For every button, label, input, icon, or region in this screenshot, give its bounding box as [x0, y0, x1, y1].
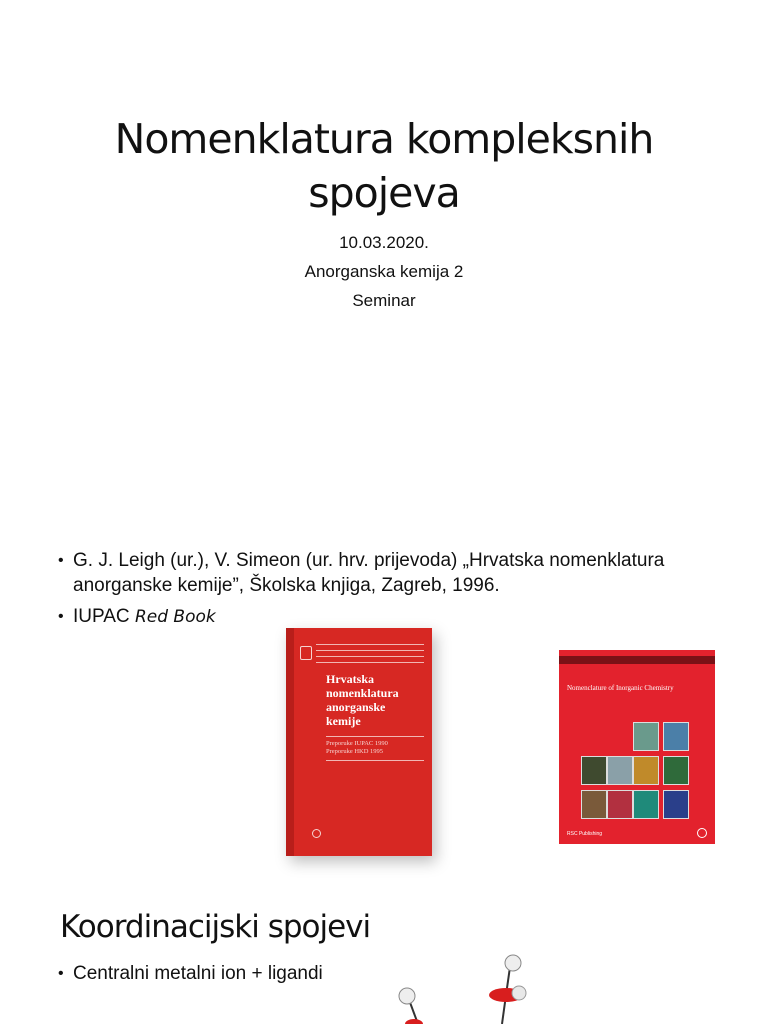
book-cover-croatian-nomenclature — [286, 628, 432, 856]
date-text: 10.03.2020. — [339, 233, 429, 252]
course-text: Anorganska kemija 2 — [304, 262, 464, 281]
cover-tile — [607, 756, 633, 785]
molecule-atom — [405, 1019, 423, 1024]
slide-title — [60, 112, 708, 220]
molecule-model-icon — [360, 945, 560, 1024]
cover-tile — [581, 756, 607, 785]
title-line-2: spojeva — [308, 169, 460, 217]
cover-tile — [663, 790, 689, 819]
book-title-line: anorganske — [326, 700, 386, 714]
book-title: Nomenclature of Inorganic Chemistry — [567, 684, 674, 692]
book-title-line: nomenklatura — [326, 686, 399, 700]
cover-top-band — [559, 656, 715, 664]
book-subtitle — [326, 740, 426, 756]
book-cover-iupac-red-book — [559, 650, 715, 844]
iupac-label: IUPAC — [73, 606, 130, 627]
cover-rule — [316, 656, 424, 657]
cover-tile — [607, 790, 633, 819]
publisher-logo-icon — [312, 829, 321, 838]
type-text: Seminar — [352, 291, 416, 310]
reference-line-1: • G. J. Leigh (ur.), V. Simeon (ur. hrv. prijevoda) „Hrvatska nomenklatura — [73, 550, 665, 571]
cover-tile — [633, 756, 659, 785]
reference-item-leigh — [58, 548, 738, 598]
molecule-atom — [512, 986, 526, 1000]
cover-rule — [316, 662, 424, 663]
crest-icon — [300, 646, 312, 660]
cover-tile — [581, 790, 607, 819]
section-bullet: • Centralni metalni ion + ligandi — [58, 961, 323, 986]
cover-image-grid — [579, 722, 715, 826]
cover-rule — [326, 760, 424, 761]
cover-rule — [316, 644, 424, 645]
slide-subtitle — [0, 228, 768, 315]
book-spine — [286, 628, 294, 856]
reference-item-iupac — [58, 604, 738, 630]
book-title-line: kemije — [326, 714, 361, 728]
cover-tile — [663, 756, 689, 785]
book-title — [326, 672, 426, 728]
cover-tile — [633, 722, 659, 751]
molecule-atom — [505, 955, 521, 971]
molecule-atom — [399, 988, 415, 1004]
cover-tile — [633, 790, 659, 819]
publisher-logo-icon — [697, 828, 707, 838]
publisher-name: RSC Publishing — [567, 831, 603, 837]
title-line-1: Nomenklatura kompleksnih — [114, 115, 654, 163]
cover-rule — [316, 650, 424, 651]
references-list — [58, 548, 738, 636]
book-title-line: Hrvatska — [326, 672, 374, 686]
book-subtitle-line: Preporuke IUPAC 1990 — [326, 740, 388, 747]
book-subtitle-line: Preporuke HKD 1995 — [326, 748, 384, 755]
cover-tile — [663, 722, 689, 751]
cover-rule — [326, 736, 424, 737]
section-title: Koordinacijski spojevi — [60, 909, 371, 945]
reference-line-2: anorganske kemije”, Školska knjiga, Zagreb, 1996. — [73, 575, 500, 596]
red-book-label: Red Book — [134, 607, 216, 627]
